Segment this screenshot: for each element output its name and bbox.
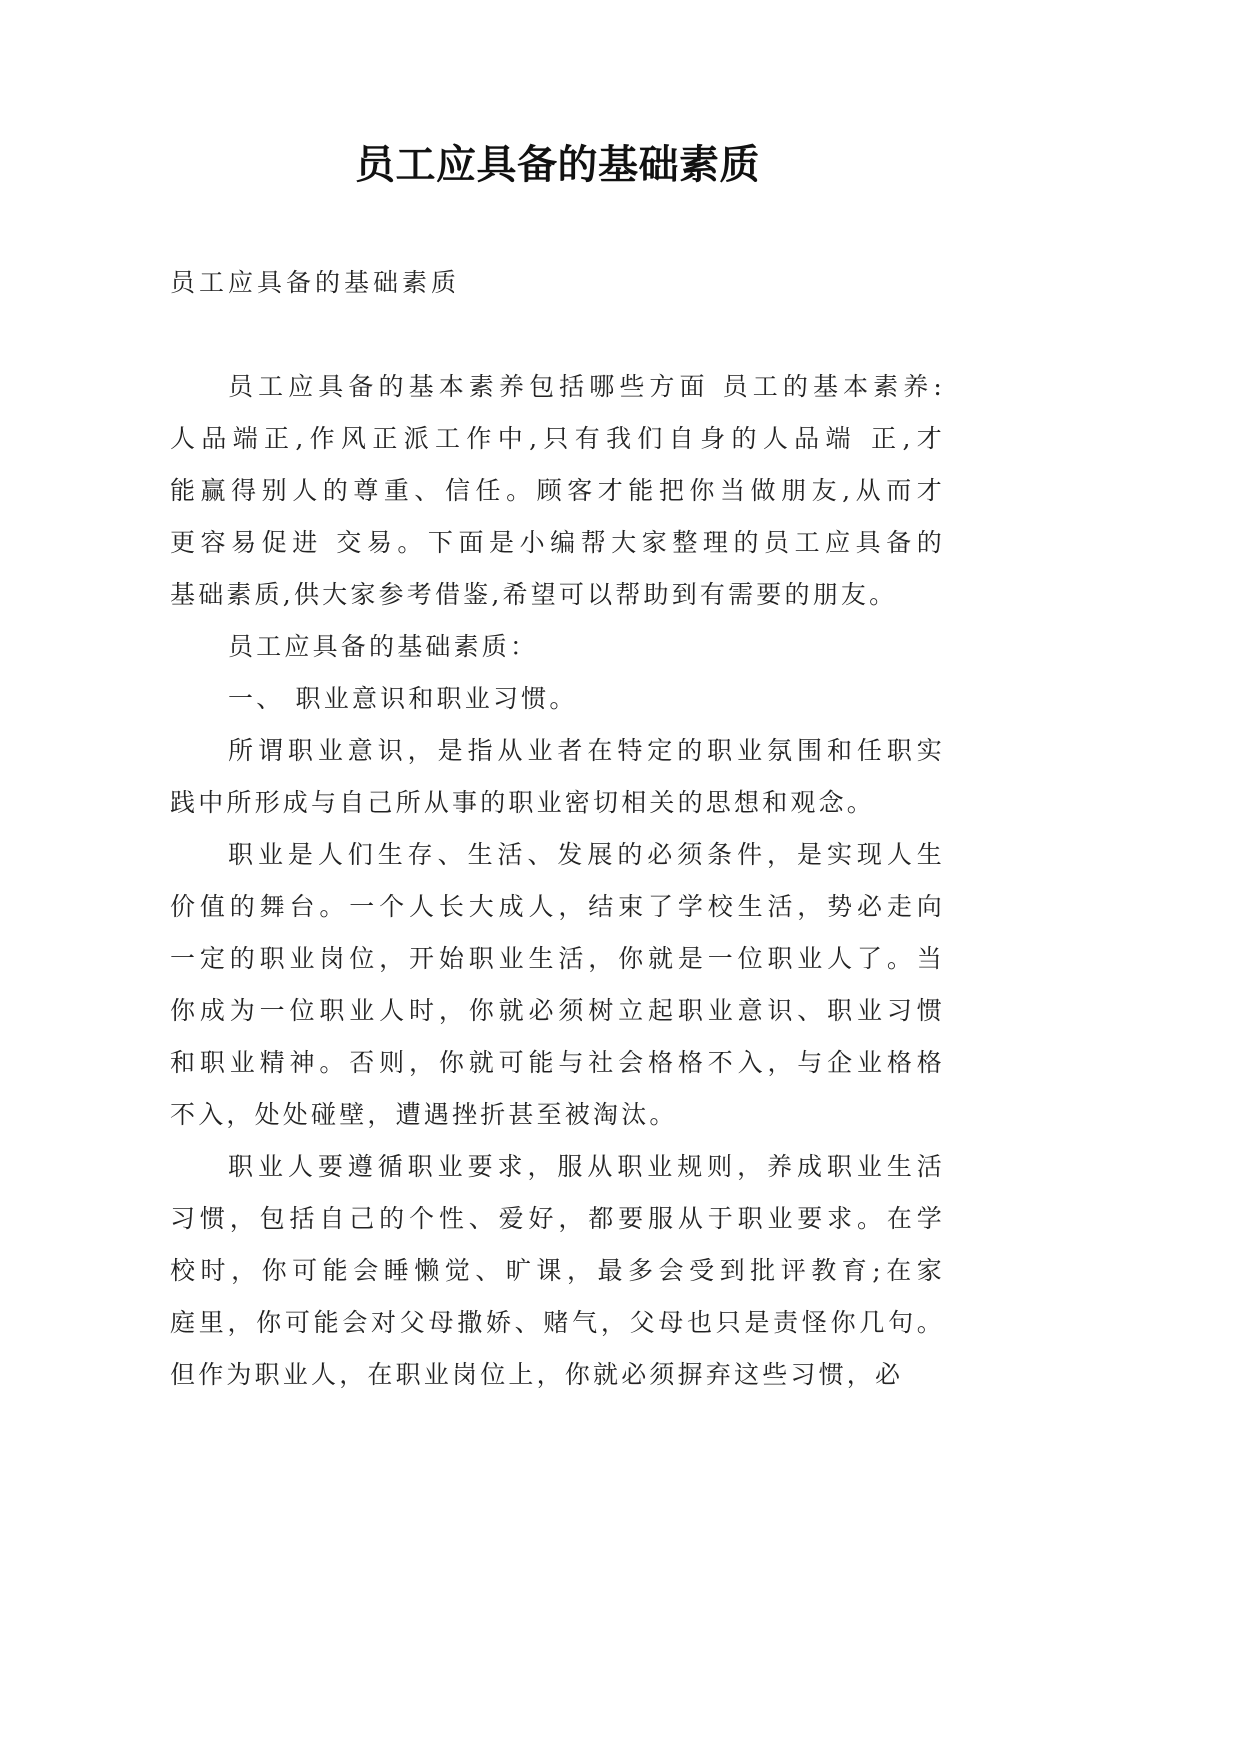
paragraph xyxy=(170,621,945,673)
paragraph xyxy=(170,1141,945,1401)
text-line: 习惯，包括自己的个性、爱好，都要服从于职业要求。在学 xyxy=(170,1204,945,1233)
paragraph xyxy=(170,829,945,1141)
document-title: 员工应具备的基础素质 xyxy=(355,141,760,188)
text-line: 员工应具备的基本素养包括哪些方面 员工的基本素养: xyxy=(228,372,945,401)
text-line: 基础素质,供大家参考借鉴,希望可以帮助到有需要的朋友。 xyxy=(170,580,898,609)
document-body xyxy=(170,361,945,1401)
paragraph xyxy=(170,725,945,829)
paragraph xyxy=(170,361,945,621)
text-line: 和职业精神。否则，你就可能与社会格格不入，与企业格格 xyxy=(170,1048,945,1077)
text-line: 人品端正,作风正派工作中,只有我们自身的人品端 正,才 xyxy=(170,424,945,453)
text-line: 能赢得别人的尊重、信任。顾客才能把你当做朋友,从而才 xyxy=(170,476,945,505)
text-line: 职业人要遵循职业要求，服从职业规则，养成职业生活 xyxy=(228,1152,945,1181)
text-line: 不入，处处碰壁，遭遇挫折甚至被淘汰。 xyxy=(170,1100,678,1129)
text-line: 一定的职业岗位，开始职业生活，你就是一位职业人了。当 xyxy=(170,944,945,973)
text-line: 你成为一位职业人时，你就必须树立起职业意识、职业习惯 xyxy=(170,996,945,1025)
text-line: 校时，你可能会睡懒觉、旷课，最多会受到批评教育;在家 xyxy=(170,1256,945,1285)
text-line: 更容易促进 交易。下面是小编帮大家整理的员工应具备的 xyxy=(170,528,945,557)
text-line: 践中所形成与自己所从事的职业密切相关的思想和观念。 xyxy=(170,788,876,817)
paragraph xyxy=(170,673,945,725)
text-line: 庭里，你可能会对父母撒娇、赌气，父母也只是责怪你几句。 xyxy=(170,1308,945,1337)
text-line: 一、 职业意识和职业习惯。 xyxy=(228,684,578,713)
text-line: 所谓职业意识，是指从业者在特定的职业氛围和任职实 xyxy=(228,736,945,765)
text-line: 员工应具备的基础素质： xyxy=(228,632,539,661)
text-line: 价值的舞台。一个人长大成人，结束了学校生活，势必走向 xyxy=(170,892,945,921)
text-line: 职业是人们生存、生活、发展的必须条件，是实现人生 xyxy=(228,840,945,869)
document-subtitle: 员工应具备的基础素质 xyxy=(170,268,461,297)
text-line: 但作为职业人，在职业岗位上，你就必须摒弃这些习惯，必 xyxy=(170,1360,904,1389)
